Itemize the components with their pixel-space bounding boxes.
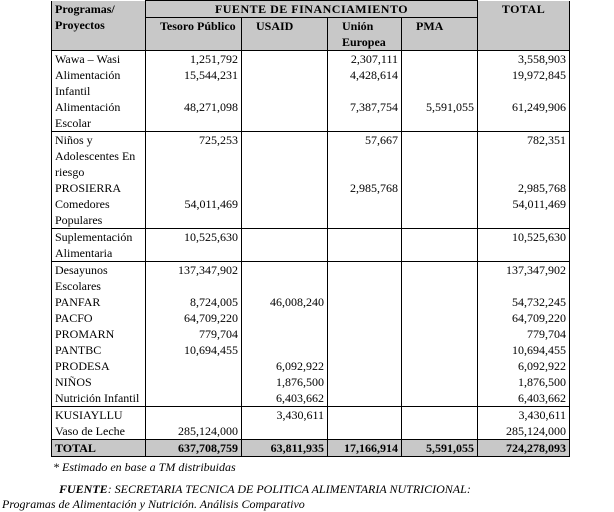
totals-usaid: 63,811,935	[242, 440, 328, 457]
pma-cell	[402, 310, 478, 326]
tesoro-cell: 10,525,630	[146, 229, 242, 262]
table-row	[52, 229, 570, 262]
tesoro-cell	[146, 358, 242, 374]
pma-cell	[402, 374, 478, 390]
source-header-usaid: USAID	[242, 18, 328, 51]
tesoro-cell	[146, 390, 242, 407]
table-row	[52, 196, 570, 229]
usaid-cell	[242, 180, 328, 196]
tesoro-cell: 285,124,000	[146, 423, 242, 440]
table-row	[52, 390, 570, 407]
ue-cell	[328, 423, 402, 440]
tesoro-cell: 779,704	[146, 326, 242, 342]
program-cell: Alimentación Escolar	[52, 99, 146, 132]
pma-cell	[402, 180, 478, 196]
table-row	[52, 326, 570, 342]
total-cell: 137,347,902	[478, 262, 570, 295]
program-cell: Wawa – Wasi	[52, 51, 146, 68]
usaid-cell	[242, 132, 328, 181]
pma-cell	[402, 358, 478, 374]
ue-cell: 57,667	[328, 132, 402, 181]
program-cell: PANTBC	[52, 342, 146, 358]
program-cell: PACFO	[52, 310, 146, 326]
ue-cell	[328, 294, 402, 310]
totals-pma: 5,591,055	[402, 440, 478, 457]
total-cell: 782,351	[478, 132, 570, 181]
usaid-cell	[242, 67, 328, 99]
source-label: FUENTE	[59, 482, 108, 496]
table-row	[52, 132, 570, 181]
program-cell: Comedores Populares	[52, 196, 146, 229]
table-row	[52, 374, 570, 390]
ue-cell	[328, 326, 402, 342]
ue-cell	[328, 196, 402, 229]
program-cell: NIÑOS	[52, 374, 146, 390]
usaid-cell	[242, 310, 328, 326]
table-row	[52, 180, 570, 196]
tesoro-cell: 48,271,098	[146, 99, 242, 132]
usaid-cell	[242, 342, 328, 358]
pma-cell	[402, 390, 478, 407]
total-cell: 3,558,903	[478, 51, 570, 68]
tesoro-cell: 8,724,005	[146, 294, 242, 310]
totals-label: TOTAL	[52, 440, 146, 457]
pma-cell	[402, 51, 478, 68]
total-cell: 10,525,630	[478, 229, 570, 262]
table-row	[52, 294, 570, 310]
program-cell: Desayunos Escolares	[52, 262, 146, 295]
usaid-cell	[242, 196, 328, 229]
total-cell: 779,704	[478, 326, 570, 342]
tesoro-cell: 1,251,792	[146, 51, 242, 68]
table-row	[52, 358, 570, 374]
funding-table	[51, 0, 570, 457]
ue-cell	[328, 358, 402, 374]
tesoro-cell: 10,694,455	[146, 342, 242, 358]
source-text: : SECRETARIA TECNICA DE POLITICA ALIMENTARIA NUTRICIONAL:	[107, 482, 471, 496]
total-cell: 6,092,922	[478, 358, 570, 374]
program-cell: KUSIAYLLU	[52, 407, 146, 424]
ue-cell	[328, 390, 402, 407]
tesoro-cell: 137,347,902	[146, 262, 242, 295]
usaid-cell: 3,430,611	[242, 407, 328, 424]
ue-cell	[328, 310, 402, 326]
total-cell: 54,732,245	[478, 294, 570, 310]
source-line-2: Programas de Alimentación y Nutrición. Análisis Comparativo	[2, 497, 305, 511]
ue-cell	[328, 407, 402, 424]
tesoro-cell	[146, 374, 242, 390]
tesoro-cell: 54,011,469	[146, 196, 242, 229]
tesoro-cell: 64,709,220	[146, 310, 242, 326]
usaid-cell: 6,092,922	[242, 358, 328, 374]
table-row	[52, 99, 570, 132]
table-row	[52, 342, 570, 358]
pma-cell	[402, 132, 478, 181]
total-cell: 10,694,455	[478, 342, 570, 358]
total-cell: 285,124,000	[478, 423, 570, 440]
program-cell: PROMARN	[52, 326, 146, 342]
table-row	[52, 310, 570, 326]
usaid-cell	[242, 99, 328, 132]
ue-cell	[328, 342, 402, 358]
tesoro-cell: 15,544,231	[146, 67, 242, 99]
table-row	[52, 407, 570, 424]
program-cell: PANFAR	[52, 294, 146, 310]
ue-cell: 7,387,754	[328, 99, 402, 132]
program-cell: Suplementación Alimentaria	[52, 229, 146, 262]
pma-cell	[402, 196, 478, 229]
total-header: TOTAL	[478, 1, 570, 18]
usaid-cell	[242, 326, 328, 342]
totals-row	[52, 440, 570, 457]
total-cell: 6,403,662	[478, 390, 570, 407]
program-cell: Vaso de Leche	[52, 423, 146, 440]
total-cell: 19,972,845	[478, 67, 570, 99]
table-row	[52, 51, 570, 68]
pma-cell: 5,591,055	[402, 99, 478, 132]
tesoro-cell	[146, 180, 242, 196]
pma-cell	[402, 229, 478, 262]
total-cell: 54,011,469	[478, 196, 570, 229]
footnote: * Estimado en base a TM distribuidas	[53, 460, 236, 474]
total-cell: 3,430,611	[478, 407, 570, 424]
ue-cell	[328, 262, 402, 295]
total-header-spacer	[478, 18, 570, 51]
pma-cell	[402, 407, 478, 424]
pma-cell	[402, 342, 478, 358]
table-row	[52, 67, 570, 99]
usaid-cell	[242, 262, 328, 295]
usaid-cell	[242, 51, 328, 68]
header-row-1	[52, 1, 570, 18]
table-row	[52, 262, 570, 295]
program-cell: PROSIERRA	[52, 180, 146, 196]
ue-cell	[328, 374, 402, 390]
tesoro-cell: 725,253	[146, 132, 242, 181]
usaid-cell: 1,876,500	[242, 374, 328, 390]
usaid-cell: 46,008,240	[242, 294, 328, 310]
program-cell: PRODESA	[52, 358, 146, 374]
source-line-1	[59, 482, 471, 497]
source-header-pma: PMA	[402, 18, 478, 51]
pma-cell	[402, 67, 478, 99]
programs-header: Programas/ Proyectos	[52, 1, 146, 51]
total-cell: 61,249,906	[478, 99, 570, 132]
total-cell: 1,876,500	[478, 374, 570, 390]
pma-cell	[402, 423, 478, 440]
pma-cell	[402, 294, 478, 310]
tesoro-cell	[146, 407, 242, 424]
total-cell: 64,709,220	[478, 310, 570, 326]
ue-cell: 2,307,111	[328, 51, 402, 68]
totals-ue: 17,166,914	[328, 440, 402, 457]
totals-total: 724,278,093	[478, 440, 570, 457]
total-cell: 2,985,768	[478, 180, 570, 196]
program-cell: Nutrición Infantil	[52, 390, 146, 407]
program-cell: Alimentación Infantil	[52, 67, 146, 99]
pma-cell	[402, 326, 478, 342]
source-header-ue: Unión Europea	[328, 18, 402, 51]
ue-cell	[328, 229, 402, 262]
funding-header: FUENTE DE FINANCIAMIENTO	[146, 1, 478, 18]
totals-tesoro: 637,708,759	[146, 440, 242, 457]
usaid-cell: 6,403,662	[242, 390, 328, 407]
usaid-cell	[242, 229, 328, 262]
source-header-tesoro: Tesoro Público	[146, 18, 242, 51]
pma-cell	[402, 262, 478, 295]
ue-cell: 4,428,614	[328, 67, 402, 99]
table-row	[52, 423, 570, 440]
usaid-cell	[242, 423, 328, 440]
program-cell: Niños y Adolescentes En riesgo	[52, 132, 146, 181]
ue-cell: 2,985,768	[328, 180, 402, 196]
